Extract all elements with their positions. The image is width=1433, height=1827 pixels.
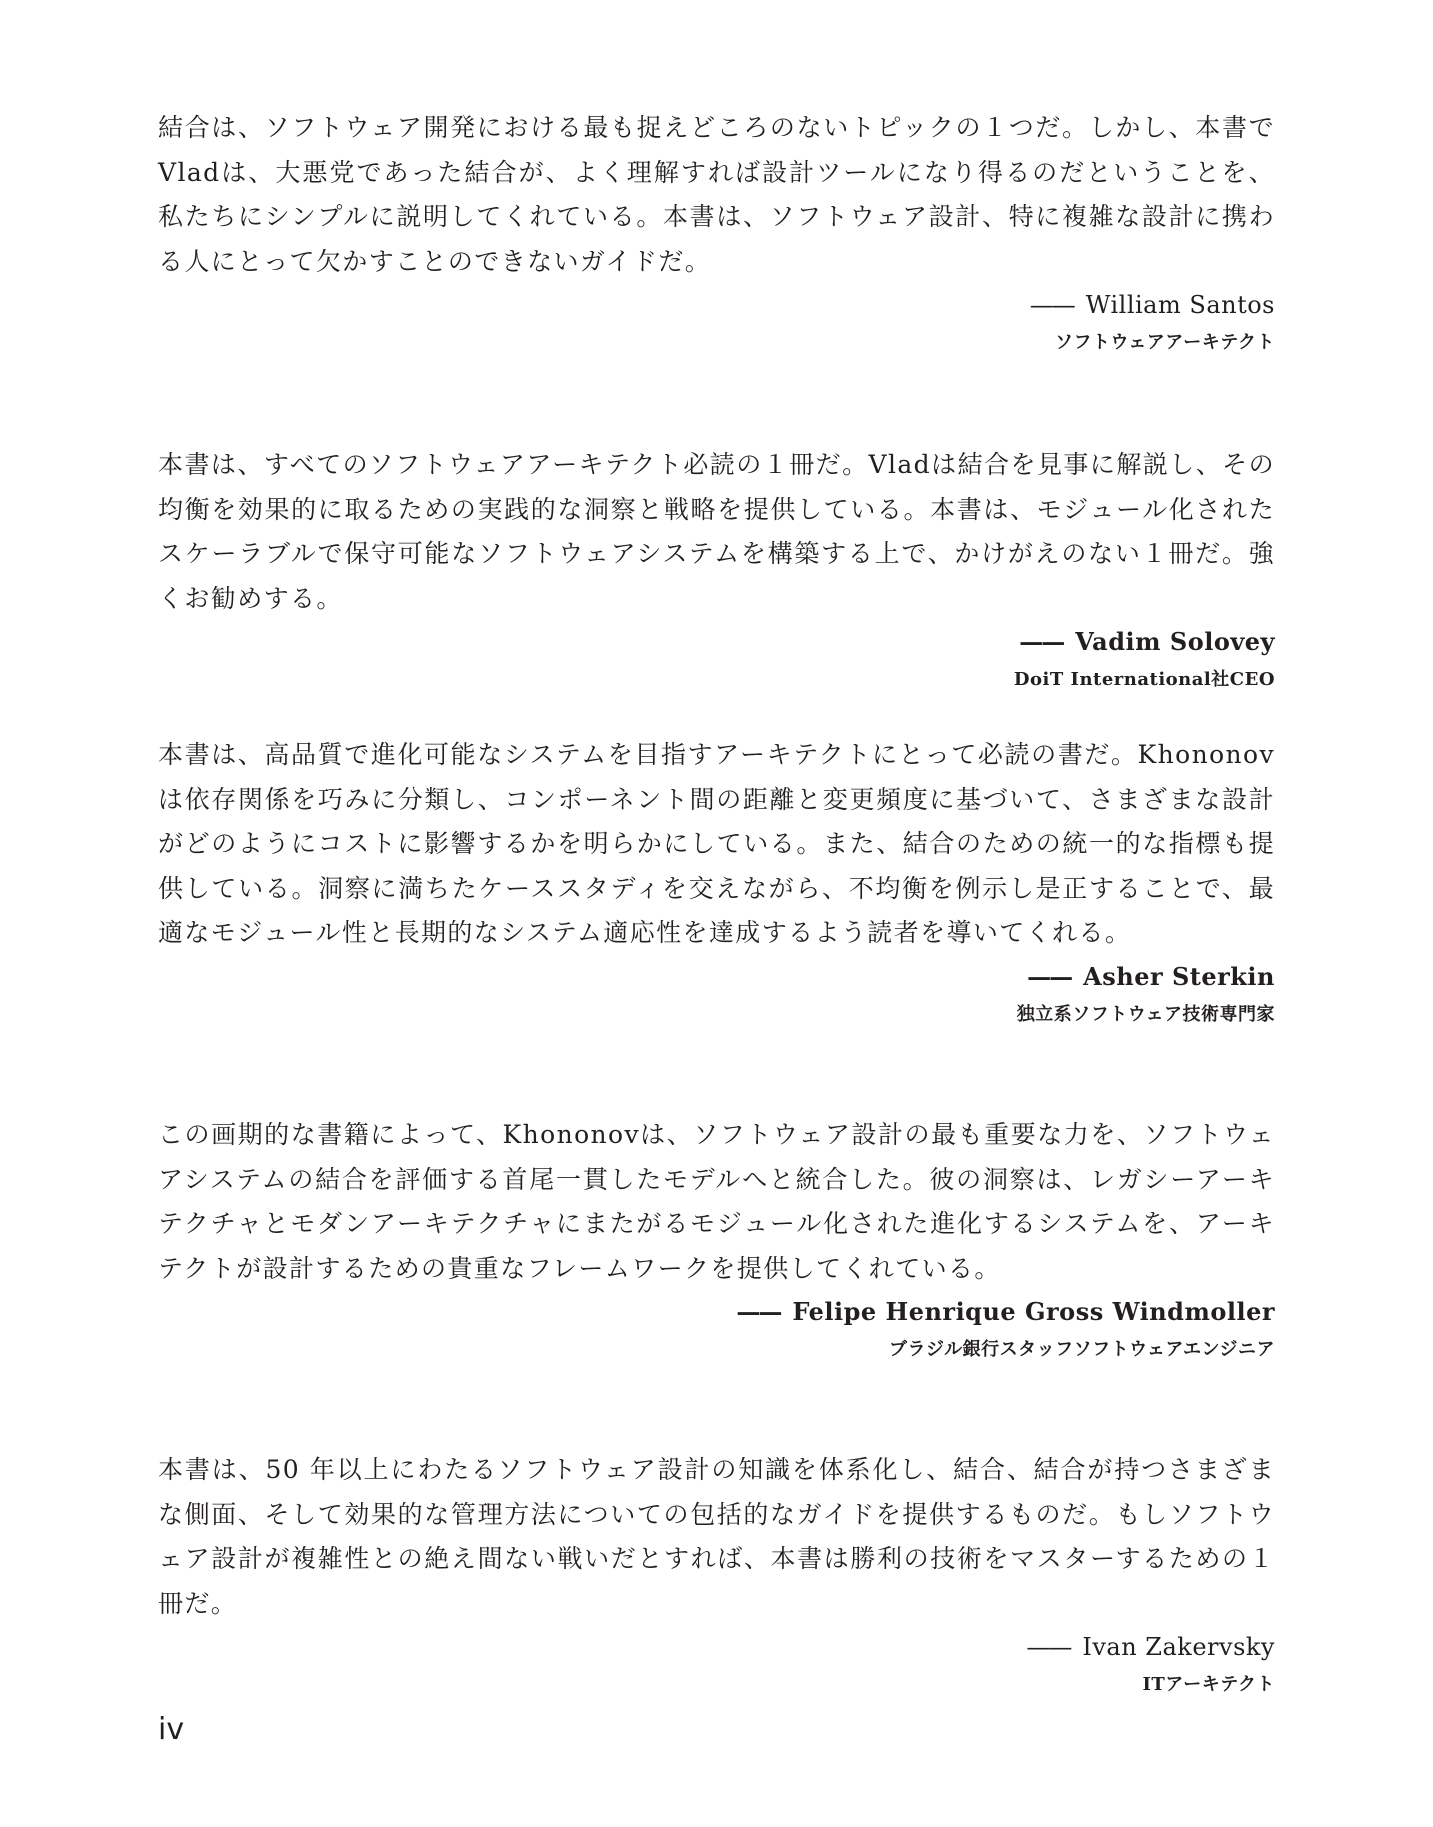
author-name: William Santos — [1085, 291, 1275, 319]
author-name: Ivan Zakervsky — [1082, 1633, 1275, 1661]
author-name: Vadim Solovey — [1075, 627, 1275, 656]
author-role: 独立系ソフトウェア技術専門家 — [1016, 1003, 1275, 1025]
em-dash: —— — [1029, 291, 1074, 319]
endorsement-author — [158, 625, 1275, 659]
author-role: ソフトウェアアーキテクト — [1054, 332, 1275, 353]
page-number: iv — [158, 1712, 185, 1747]
author-role: ITアーキテクト — [1142, 1674, 1275, 1695]
em-dash: —— — [1026, 1633, 1071, 1661]
endorsement-quote: 本書は、すべてのソフトウェアアーキテクト必読の１冊だ。Vladは結合を見事に解説し、その均衡を効果的に取るための実践的な洞察と戦略を提供している。本書は、モジュール化されたスケーラブルで保守可能なソフトウェアシステムを構築する上で、かけがえのない１冊だ。強くお勧めする。 — [158, 450, 1275, 613]
endorsement-quote: 本書は、50 年以上にわたるソフトウェア設計の知識を体系化し、結合、結合が持つさまざまな側面、そして効果的な管理方法についての包括的なガイドを提供するものだ。もしソフトウェア設計が複雑性との絶え間ない戦いだとすれば、本書は勝利の技術をマスターするための１冊だ。 — [158, 1455, 1275, 1618]
endorsement-author — [158, 1630, 1275, 1664]
endorsement-ivan-zakervsky — [158, 1448, 1275, 1698]
author-name: Felipe Henrique Gross Windmoller — [792, 1297, 1275, 1326]
em-dash: —— — [1019, 627, 1064, 656]
book-page — [158, 0, 1275, 1827]
endorsement-william-santos — [158, 106, 1275, 356]
endorsement-author — [158, 288, 1275, 322]
endorsement-felipe-windmoller — [158, 1113, 1275, 1363]
author-role: ブラジル銀行スタッフソフトウェアエンジニア — [889, 1339, 1275, 1360]
endorsement-quote: この画期的な書籍によって、Khononovは、ソフトウェア設計の最も重要な力を、ソフトウェアシステムの結合を評価する首尾一貫したモデルへと統合した。彼の洞察は、レガシーアーキテクチャとモダンアーキテクチャにまたがるモジュール化された進化するシステムを、アーキテクトが設計するための貴重なフレームワークを提供してくれている。 — [158, 1120, 1275, 1283]
endorsement-asher-sterkin — [158, 733, 1275, 1028]
endorsement-quote: 結合は、ソフトウェア開発における最も捉えどころのないトピックの１つだ。しかし、本書でVladは、大悪党であった結合が、よく理解すれば設計ツールになり得るのだということを、私たちにシンプルに説明してくれている。本書は、ソフトウェア設計、特に複雑な設計に携わる人にとって欠かすことのできないガイドだ。 — [158, 113, 1275, 276]
em-dash: —— — [736, 1297, 781, 1326]
endorsement-vadim-solovey — [158, 443, 1275, 693]
endorsement-author — [158, 1295, 1275, 1329]
author-name: Asher Sterkin — [1083, 961, 1275, 991]
em-dash: —— — [1027, 961, 1072, 991]
endorsement-quote: 本書は、高品質で進化可能なシステムを目指すアーキテクトにとって必読の書だ。Khononovは依存関係を巧みに分類し、コンポーネント間の距離と変更頻度に基づいて、さまざまな設計がどのようにコストに影響するかを明らかにしている。また、結合のための統一的な指標も提供している。洞察に満ちたケーススタディを交えながら、不均衡を例示し是正することで、最適なモジュール性と長期的なシステム適応性を達成するよう読者を導いてくれる。 — [158, 740, 1275, 947]
author-role: DoiT International社CEO — [1013, 669, 1275, 690]
endorsement-author — [158, 960, 1275, 994]
